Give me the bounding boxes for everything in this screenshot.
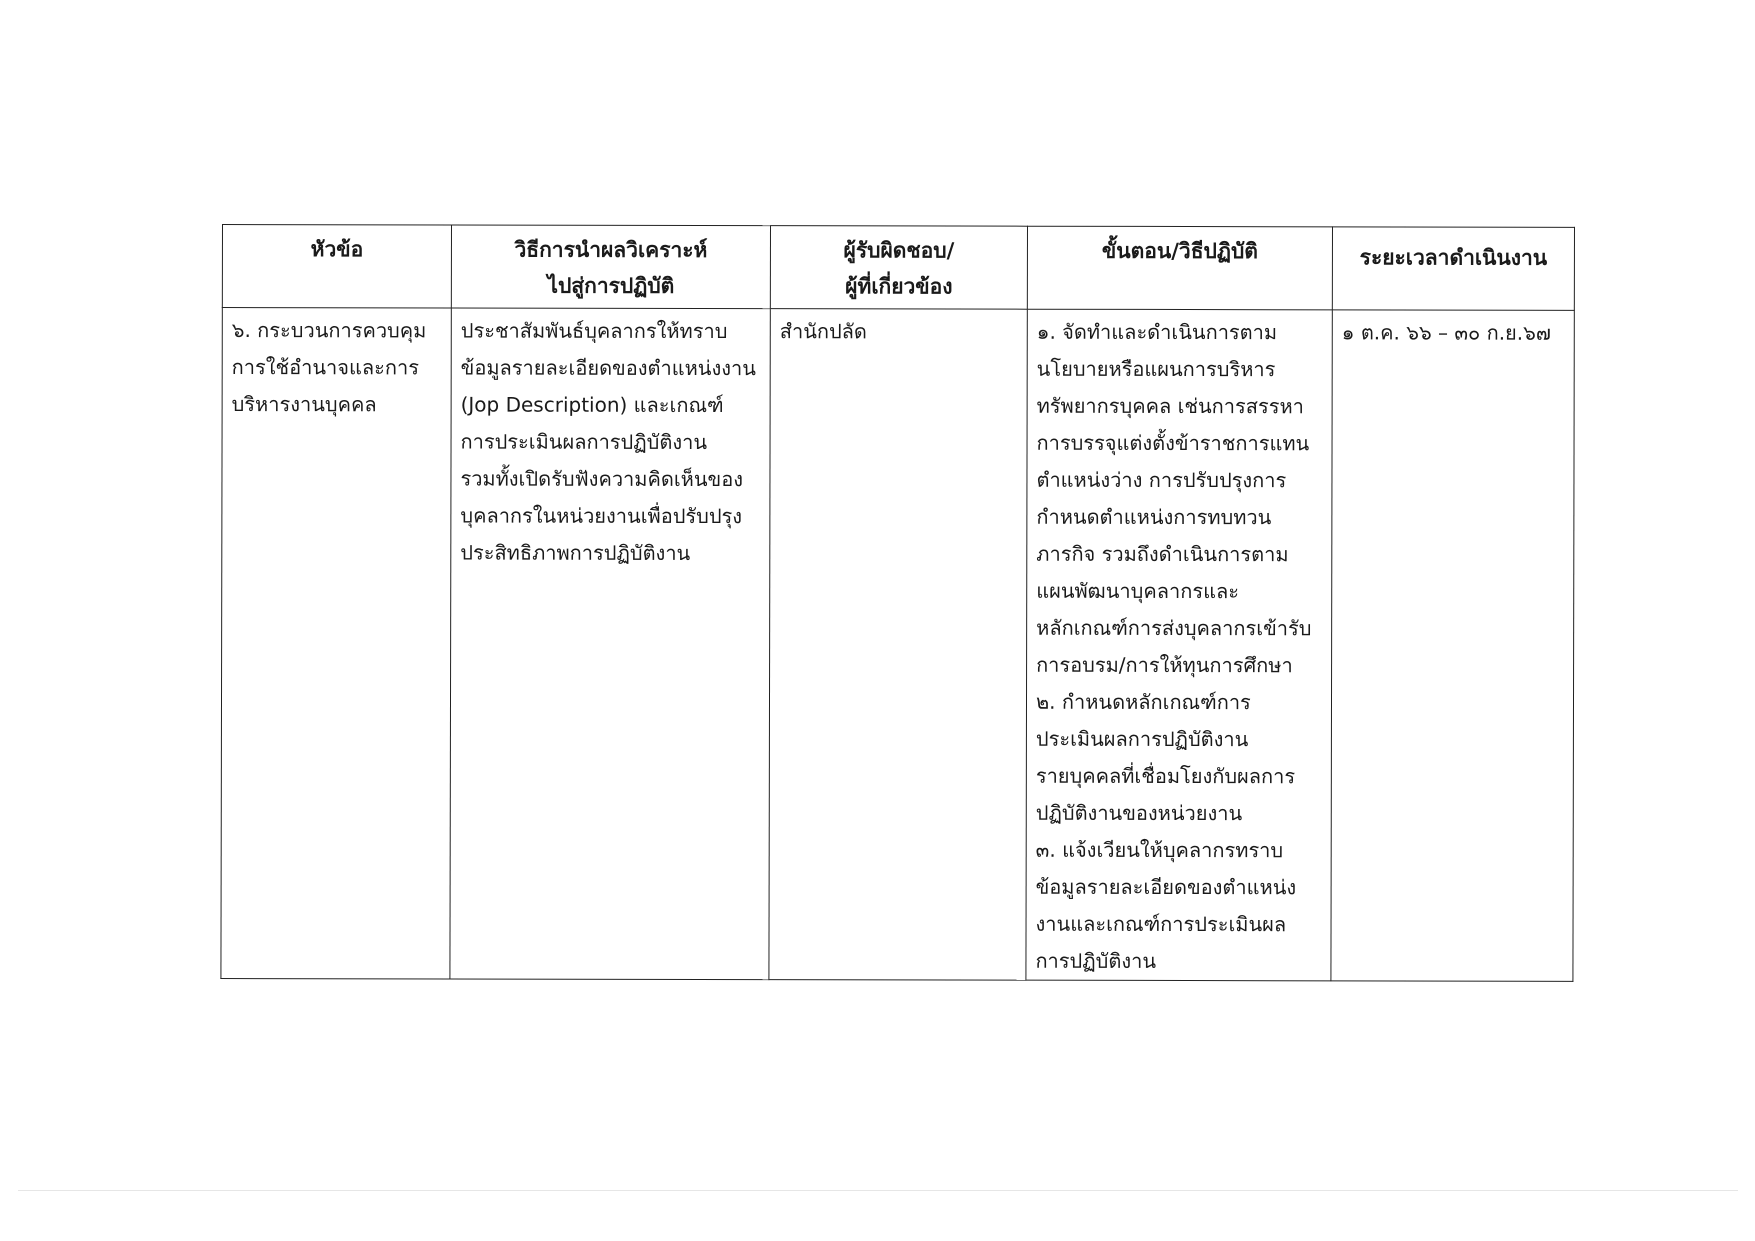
method-line: ข้อมูลรายละเอียดของตำแหน่งงาน (460, 355, 756, 381)
steps-line: แผนพัฒนาบุคลากรและ (1036, 578, 1239, 604)
header-topic (222, 225, 451, 308)
steps-line: การปฏิบัติงาน (1035, 948, 1157, 973)
cell-period (1331, 310, 1574, 982)
cell-topic (221, 308, 451, 979)
header-responsible-line-2: ผู้ที่เกี่ยวข้อง (845, 274, 953, 299)
header-responsible-line-1: ผู้รับผิดชอบ/ (843, 238, 955, 263)
header-method (451, 225, 770, 309)
steps-line: ๓. แจ้งเวียนให้บุคลากรทราบ (1035, 837, 1284, 863)
method-line: การประเมินผลการปฏิบัติงาน (460, 429, 708, 455)
steps-line: การบรรจุแต่งตั้งข้าราชการแทน (1036, 430, 1310, 456)
topic-line: ๖. กระบวนการควบคุม (231, 318, 427, 343)
steps-line: กำหนดตำแหน่งการทบทวน (1036, 504, 1272, 530)
page-bottom-rule (18, 1190, 1738, 1191)
steps-line: นโยบายหรือแผนการบริหาร (1036, 356, 1276, 382)
header-topic-line-1: หัวข้อ (310, 237, 364, 262)
topic-line: บริหารงานบุคคล (231, 392, 377, 417)
method-line: (Jop Description) และเกณฑ์ (460, 392, 724, 418)
steps-line: ทรัพยากรบุคคล เช่นการสรรหา (1036, 393, 1304, 419)
steps-line: ตำแหน่งว่าง การปรับปรุงการ (1036, 467, 1287, 493)
header-steps-line-1: ขั้นตอน/วิธีปฏิบัติ (1101, 238, 1258, 264)
cell-method (450, 308, 770, 980)
steps-line: ภารกิจ รวมถึงดำเนินการตาม (1036, 541, 1289, 567)
cell-responsible (769, 309, 1027, 981)
cell-steps (1026, 309, 1332, 981)
method-line: บุคลากรในหน่วยงานเพื่อปรับปรุง (460, 503, 743, 529)
steps-line: ประเมินผลการปฏิบัติงาน (1035, 726, 1249, 752)
table-row (221, 308, 1574, 982)
action-plan-table (220, 224, 1575, 982)
header-period-line-1: ระยะเวลาดำเนินงาน (1359, 245, 1548, 270)
steps-line: ๑. จัดทำและดำเนินการตาม (1036, 319, 1278, 345)
responsible-line: สำนักปลัด (779, 319, 867, 344)
method-line: ประสิทธิภาพการปฏิบัติงาน (460, 540, 691, 565)
steps-line: ๒. กำหนดหลักเกณฑ์การ (1035, 689, 1251, 715)
header-responsible (770, 226, 1027, 310)
table-header-row (222, 225, 1574, 311)
steps-line: หลักเกณฑ์การส่งบุคลากรเข้ารับ (1036, 615, 1312, 641)
period-line: ๑ ต.ค. ๖๖ – ๓๐ ก.ย.๖๗ (1341, 320, 1551, 345)
topic-line: การใช้อำนาจและการ (231, 355, 419, 380)
header-method-line-2: ไปสู่การปฏิบัติ (547, 273, 675, 298)
method-line: รวมทั้งเปิดรับฟังความคิดเห็นของ (460, 466, 744, 492)
header-period (1332, 227, 1574, 311)
steps-line: งานและเกณฑ์การประเมินผล (1035, 911, 1287, 937)
steps-line: ปฏิบัติงานของหน่วยงาน (1035, 800, 1243, 826)
steps-line: ข้อมูลรายละเอียดของตำแหน่ง (1035, 874, 1297, 900)
header-steps (1027, 226, 1332, 310)
method-line: ประชาสัมพันธ์บุคลากรให้ทราบ (460, 318, 728, 344)
steps-line: การอบรม/การให้ทุนการศึกษา (1036, 652, 1293, 678)
header-method-line-1: วิธีการนำผลวิเคราะห์ (514, 237, 708, 263)
steps-line: รายบุคคลที่เชื่อมโยงกับผลการ (1035, 763, 1296, 789)
